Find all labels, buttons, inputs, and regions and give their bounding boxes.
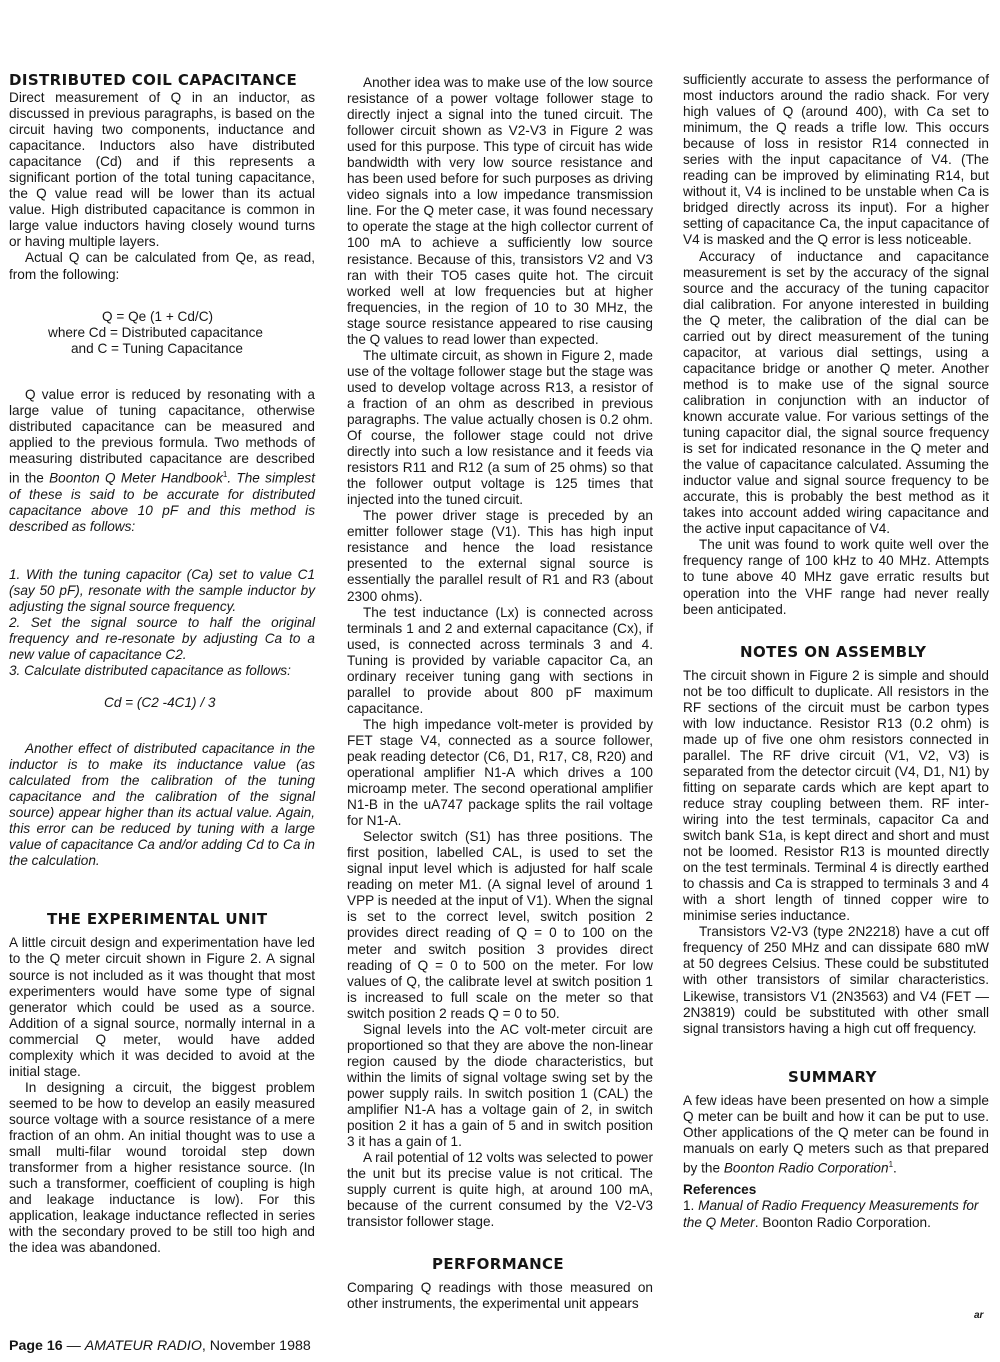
paragraph: Another idea was to make use of the low source resistance of a power voltage follower stage to directly inject a signal into the tuned circuit. The follower circuit shown as V2-V3 in Figure 2 was used for this purpose. This type of circuit has wide bandwidth with very low source resistance and has been used before for such purposes as driving video signals into a low impedance transmission line. For the Q meter case, it was found necessary to operate the stage at the high collector current of 100 mA to achieve a sufficiently low source resistance. Because of this, transistors V2 and V3 ran with their TO5 cases quite hot. The circuit worked well at low frequencies but at higher frequencies, in the region of 10 to 30 MHz, the stage source resistance appeared to rise causing the Q values to read lower than expected. (347, 75, 653, 347)
reference-item: 1. Manual of Radio Frequency Measurements for the Q Meter. Boonton Radio Corporation. (683, 1198, 979, 1230)
method-step-2: 2. Set the signal source to half the original frequency and re-resonate by adjusting Ca to a new value of capacitance C2. (9, 614, 315, 662)
paragraph: A rail potential of 12 volts was selected to power the unit but its precise value is not critical. The supply current is quite high, at around 100 mA, because of the current consumed by the V2-V3 transistor follower stage. (347, 1150, 653, 1230)
paragraph: Another effect of distributed capacitance in the inductor is to make its inductance value (as calculated from the calibration of the tuning capacitance and the calibration of the signal source) appear higher than its actual value. Again, this error can be reduced by tuning with a large value of capacitance Ca and/or adding Cd to Ca in the calculation. (9, 741, 315, 869)
formula-where-cd: where Cd = Distributed capacitance (48, 324, 263, 340)
paragraph: The ultimate circuit, as shown in Figure 2, made use of the voltage follower stage but the stage was used to develop voltage across R13, a resistor of a fraction of an ohm as described in previous paragraphs. The value actually chosen is 0.2 ohm. Of course, the follower stage could not drive directly into such a low resistance and it feeds via resistors R11 and R12 (a sum of 25 ohms) so that the follower output voltage is 125 times that injected into the tuned circuit. (347, 347, 653, 508)
method-step-3: 3. Calculate distributed capacitance as follows: (9, 662, 291, 678)
paragraph: Comparing Q readings with those measured on other instruments, the experimental unit appears (347, 1280, 653, 1312)
paragraph: The circuit shown in Figure 2 is simple and should not be too difficult to duplicate. All resistors in the RF sections of the circuit must be carbon types with low inductance. Resistor R13 (0.2 ohm) is made up of five one ohm resistors connected in parallel. The RF drive circuit (V1, V2, V3) is separated from the detector circuit (V4, D1, N1) by fitting on separate cards which are kept apart to reduce stray coupling between them. RF inter-wiring into the test terminals, capacitor Ca and switch bank S1a, is kept direct and short and must not be loomed. Resistor R13 is mounted directly on the test terminals. Terminal 4 is directly earthed to chassis and Ca is strapped to terminals 3 and 4 with a short length of tinned copper wire to minimise series inductance. (683, 667, 989, 924)
paragraph: Accuracy of inductance and capacitance measurement is set by the accuracy of the signal source and the accuracy of the tuning capacitor dial calibration. For anyone interested in building the Q meter, the calibration of the dial can be carried out by direct measurement of the tuning capacitor, at various dial settings, using a capacitance bridge or another Q meter. Another method is to make use of the signal source calibration in conjunction with an inductor of known accurate value. For various settings of the tuning capacitor dial, the signal source frequency is set for indicated resonance in the Q meter and the value of capacitance calculated. Assuming the inductor value and signal source frequency to be accurate, this is probably the best method as it takes into account added wiring capacitance and the active input capacitance of V4. (683, 248, 989, 537)
paragraph: Signal levels into the AC volt-meter circuit are proportioned so that they are above the non-linear region caused by the diode characteristics, but within the limits of signal voltage swing set by the power supply rails. In switch position 1 (CAL) the amplifier N1-A has a voltage gain of 2, in switch position 2 it has a gain of 5 and in switch position 3 it has a gain of 1. (347, 1021, 653, 1150)
paragraph: Actual Q can be calculated from Qe, as read, from the following: (9, 250, 315, 282)
paragraph: The test inductance (Lx) is connected across terminals 1 and 2 and external capacitance (Cx), if used, is connected across terminals 3 and 4. Tuning is provided by variable capacitor Ca, an ordinary receiver tuning gang with sections in parallel to provide about 800 pF maximum capacitance. (347, 604, 653, 716)
page-footer: Page 16 — AMATEUR RADIO, November 1988 (9, 1338, 311, 1354)
end-mark: ar (974, 1310, 984, 1321)
paragraph: sufficiently accurate to assess the performance of most inductors around the radio shack. For very high values of Q (around 400), with Ca set to minimum, the Q reads a trifle low. This occurs because of loss in resistor R14 connected in series with the input capacitance of V4. (The reading can be improved by eliminating R14, but without it, V4 is inclined to be unstable when Ca is bridged directly across its input). For a higher setting of capacitance Ca, the input capacitance of V4 is masked and the Q error is less noticeable. (683, 72, 989, 248)
heading-experimental-unit: THE EXPERIMENTAL UNIT (47, 910, 268, 929)
issue-date: , November 1988 (201, 1338, 311, 1354)
paragraph: Direct measurement of Q in an inductor, as discussed in previous paragraphs, is based on the circuit having two components, inductance and capacitance. Inductors also have distributed capacitance (Cd) and if this represents a significant portion of the total tuning capacitance, the Q value read will be lower than its actual value. High distributed capacitance is common in large value inductors having closely wound turns or having multiple layers. (9, 90, 315, 250)
paragraph: The power driver stage is preceded by an emitter follower stage (V1). This has high input resistance and hence the load resistance presented to the external signal source is essentially the parallel result of R1 and R3 (about 2300 ohms). (347, 508, 653, 604)
formula-cd: Cd = (C2 -4C1) / 3 (104, 694, 216, 710)
page-number: Page 16 (9, 1338, 63, 1354)
heading-notes-on-assembly: NOTES ON ASSEMBLY (740, 642, 927, 661)
column-1 (9, 70, 315, 1256)
paragraph: A few ideas have been presented on how a simple Q meter can be built and how it can be put to use. Other applications of the Q meter can be found in manuals on early Q meters such as that prepared by the Boonton Radio Corporation$^1$. (683, 1092, 989, 1176)
paragraph: Q value error is reduced by resonating with a large value of tuning capacitance, otherwise distributed capacitance can be measured and applied to the previous formula. Two methods of measuring distributed capacitance are described in the Boonton Q Meter Handbook$^1$. The simplest of these is said to be accurate for distributed capacitance above 10 pF and this method is described as follows: (9, 386, 316, 534)
paragraph: Selector switch (S1) has three positions. The first position, labelled CAL, is used to set the signal input level which is adjusted for half scale reading on meter M1. (A signal level of around 1 VPP is needed at the input of V1). When the signal is set to the correct level, switch position 2 provides direct reading of Q = 0 to 100 on the meter and switch position 3 provides direct reading of Q = 0 to 500 on the meter. For low values of Q, the calibrate level at switch position 1 is increased to full scale on the meter so that switch position 2 reads Q = 0 to 50. (347, 829, 653, 1021)
paragraph: Transistors V2-V3 (type 2N2218) have a cut off frequency of 250 MHz and can dissipate 680 mW at 50 degrees Celsius. These could be substituted with other transistors of similar characteristics. Likewise, transistors V1 (2N3563) and V4 (FET — 2N3819) could be substituted with other small signal transistors having a high cut off frequency. (683, 924, 989, 1036)
heading-performance: PERFORMANCE (432, 1255, 565, 1274)
heading-distributed-coil-capacitance: DISTRIBUTED COIL CAPACITANCE (9, 71, 298, 89)
magazine-name: AMATEUR RADIO (84, 1338, 202, 1354)
paragraph: The high impedance volt-meter is provided by FET stage V4, connected as a source follower, peak reading detector (C6, D1, R17, C8, R20) and operational amplifier N1-A which drives a 100 microamp meter. The second operational amplifier N1-B in the uA747 package splits the rail voltage for N1-A. (347, 716, 653, 829)
method-step-1: 1. With the tuning capacitor (Ca) set to value C1 (say 50 pF), resonate with the sample inductor by adjusting the signal source frequency. (9, 566, 315, 614)
paragraph: In designing a circuit, the biggest problem seemed to be how to develop an easily measured source voltage with a source resistance of a mere fraction of an ohm. An initial thought was to use a small multi-filar wound toroidal step down transformer from a higher resistance source. (In such a transformer, coefficient of coupling is high and leakage inductance is low). For this application, leakage inductance reflected in series with the secondary proved to be still too high and the idea was abandoned. (9, 1079, 315, 1256)
paragraph: The unit was found to work quite well over the frequency range of 100 kHz to 40 MHz. Attempts to tune above 40 MHz gave erratic results but operation into the VHF range had never really been anticipated. (683, 537, 989, 617)
references-heading: References (683, 1182, 757, 1198)
formula-and-c: and C = Tuning Capacitance (71, 340, 243, 356)
column-2 (347, 75, 653, 1312)
paragraph: A little circuit design and experimentation have led to the Q meter circuit shown in Figure 2. A signal source is not included as it was thought that most experimenters would have some type of signal generator which could be used as a source. Addition of a signal source, normally internal in a commercial Q meter, would have added complexity which it was decided to avoid at the initial stage. (9, 935, 315, 1079)
heading-summary: SUMMARY (788, 1067, 877, 1086)
formula-q: Q = Qe (1 + Cd/C) (102, 308, 214, 324)
column-3 (683, 72, 989, 1231)
